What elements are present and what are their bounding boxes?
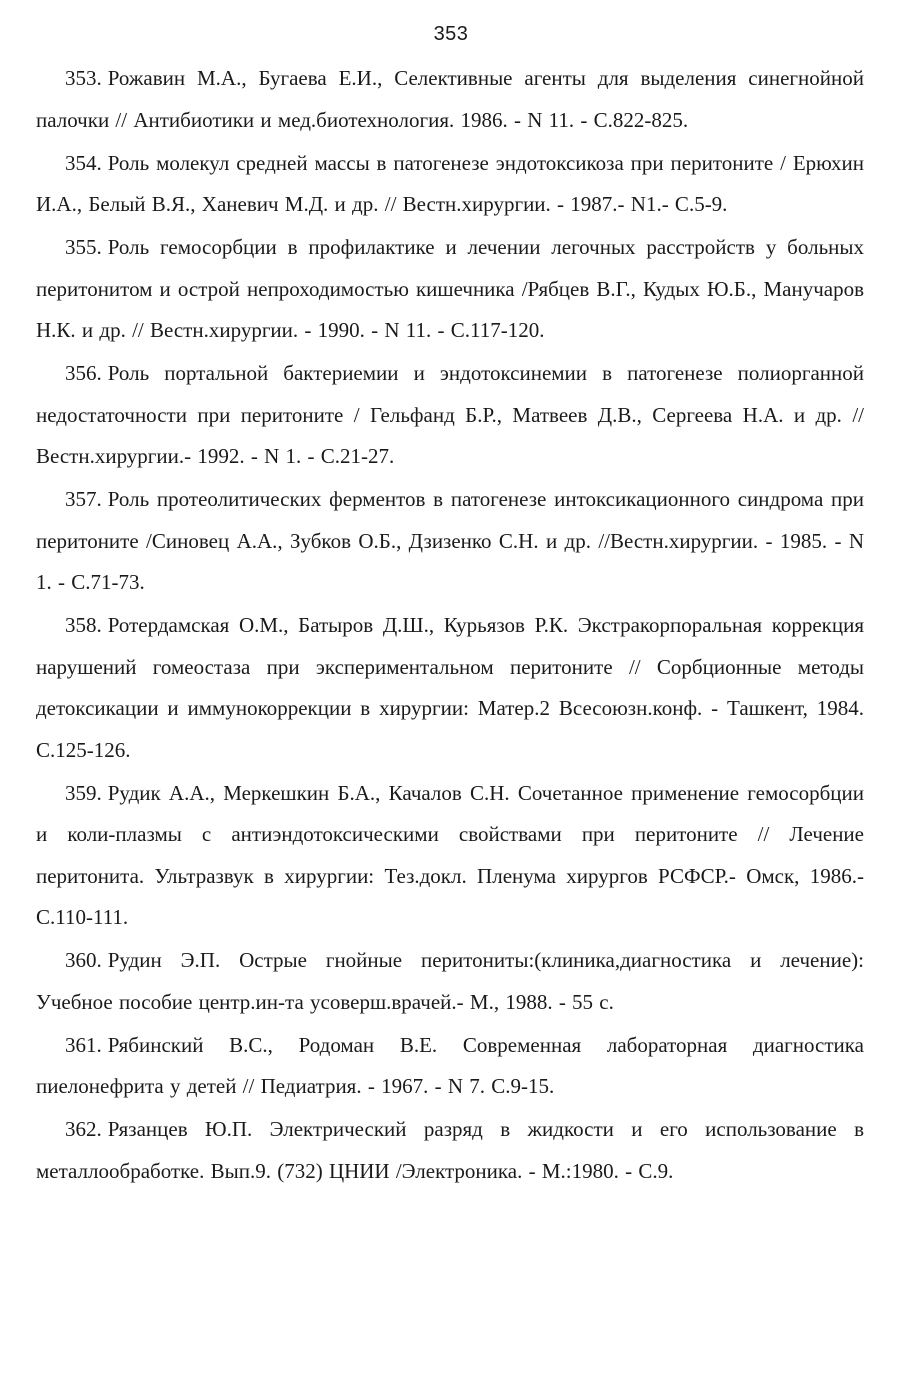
reference-text: Рудин Э.П. Острые гнойные перитониты:(клиника,диагностика и лечение): Учебное пособие центр.ин-та усоверш.врачей.- М., 1988. - 55 с. (36, 948, 864, 1014)
reference-item (36, 479, 864, 604)
reference-text: Рожавин М.А., Бугаева Е.И., Селективные агенты для выделения синегнойной палочки // Антибиотики и мед.биотехнология. 1986. - N 11. - С.822-825. (36, 66, 864, 132)
reference-text: Роль гемосорбции в профилактике и лечении легочных расстройств у больных перитонитом и острой непроходимостью кишечника /Рябцев В.Г., Кудых Ю.Б., Манучаров Н.К. и др. // Вестн.хирургии. - 1990. - N 11. - С.117-120. (36, 235, 864, 342)
reference-text: Рудик А.А., Меркешкин Б.А., Качалов С.Н. Сочетанное применение гемосорбции и коли-плазмы с антиэндотоксическими свойствами при перитоните // Лечение перитонита. Ультразвук в хирургии: Тез.докл. Пленума хирургов РСФСР.- Омск, 1986.- С.110-111. (36, 780, 864, 929)
reference-number: 354. (65, 150, 102, 175)
reference-text: Рязанцев Ю.П. Электрический разряд в жидкости и его использование в металлообработке. Вып.9. (732) ЦНИИ /Электроника. - М.:1980. - С.9. (36, 1117, 864, 1183)
reference-text: Роль портальной бактериемии и эндотоксинемии в патогенезе полиорганной недостаточности при перитоните / Гельфанд Б.Р., Матвеев Д.В., Сергеева Н.А. и др. // Вестн.хирургии.- 1992. - N 1. - С.21-27. (36, 361, 864, 468)
reference-text: Рябинский В.С., Родоман В.Е. Современная лабораторная диагностика пиелонефрита у детей // Педиатрия. - 1967. - N 7. С.9-15. (36, 1032, 864, 1098)
reference-text: Роль молекул средней массы в патогенезе эндотоксикоза при перитоните / Ерюхин И.А., Белый В.Я., Ханевич М.Д. и др. // Вестн.хирургии. - 1987.- N1.- С.5-9. (36, 150, 864, 216)
reference-number: 357. (65, 487, 102, 511)
reference-number: 356. (65, 361, 102, 385)
reference-item (36, 1025, 864, 1108)
reference-item (36, 940, 864, 1023)
reference-item (36, 143, 864, 226)
reference-item (36, 353, 864, 478)
reference-item (36, 58, 864, 141)
reference-number: 353. (65, 66, 102, 90)
reference-item (36, 1109, 864, 1192)
reference-number: 355. (65, 235, 102, 259)
reference-text: Ротердамская О.М., Батыров Д.Ш., Курьязов Р.К. Экстракорпоральная коррекция нарушений гомеостаза при экспериментальном перитоните // Сорбционные методы детоксикации и иммунокоррекции в хирургии: Матер.2 Всесоюзн.конф. - Ташкент, 1984. С.125-126. (36, 613, 864, 762)
reference-item (36, 605, 864, 771)
reference-item (36, 773, 864, 939)
page-number: 353 (433, 23, 469, 45)
reference-number: 362. (65, 1117, 102, 1141)
reference-number: 358. (65, 613, 102, 637)
reference-number: 361. (65, 1032, 102, 1057)
reference-text: Роль протеолитических ферментов в патогенезе интоксикационного синдрома при перитоните /Синовец А.А., Зубков О.Б., Дзизенко С.Н. и др. //Вестн.хирургии. - 1985. - N 1. - С.71-73. (36, 487, 864, 594)
reference-list (36, 58, 864, 1194)
reference-item (36, 227, 864, 352)
reference-number: 360. (65, 948, 102, 972)
reference-number: 359. (65, 780, 102, 805)
